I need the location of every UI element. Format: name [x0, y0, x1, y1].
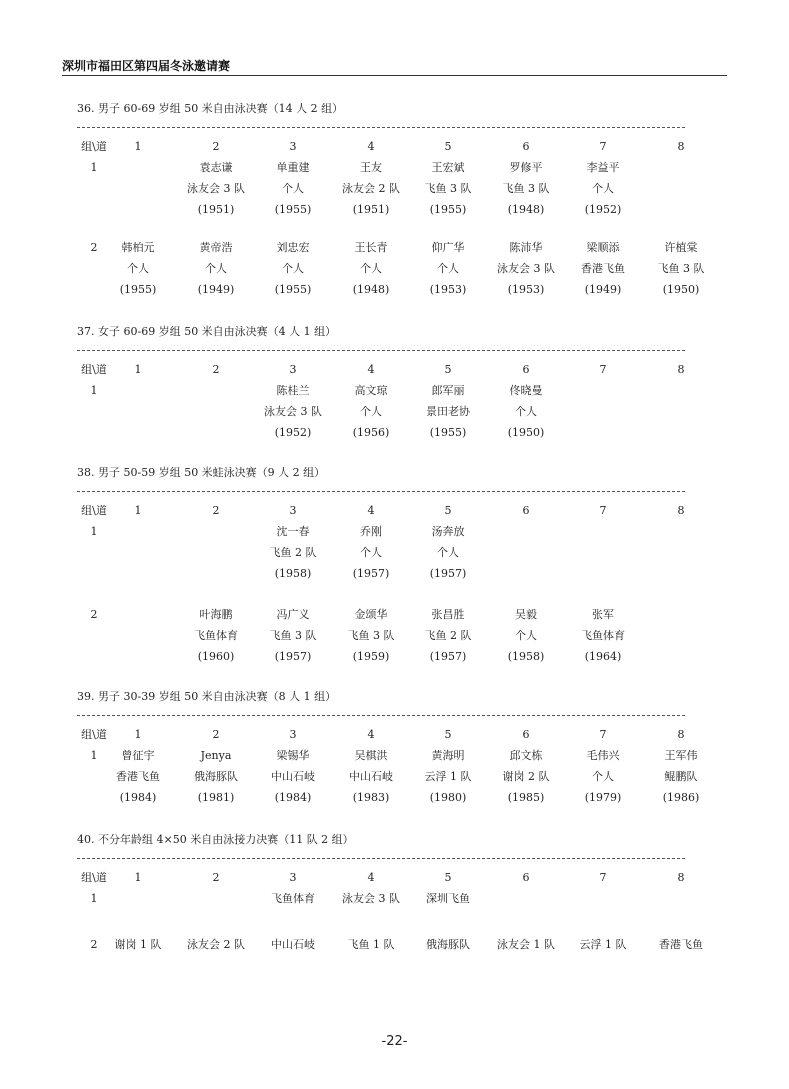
lane-number: 5: [444, 363, 452, 376]
lane-header-label: 组\道: [81, 140, 107, 153]
entry-team: 个人: [592, 770, 614, 783]
group-label: 1: [90, 384, 98, 397]
entry-team: 个人: [360, 262, 382, 275]
entry-name: 乔刚: [360, 525, 382, 538]
lane-number: 2: [212, 504, 220, 517]
entry-team: 飞鱼 2 队: [269, 546, 317, 559]
entry-team: 个人: [205, 262, 227, 275]
entry-team: 个人: [515, 405, 537, 418]
entry-year: (1979): [584, 791, 622, 804]
entry-team: 俄海豚队: [194, 770, 238, 783]
entry-year: (1964): [584, 650, 622, 663]
dashed-rule: [77, 127, 685, 128]
lane-number: 2: [212, 140, 220, 153]
entry-name: 飞鱼 1 队: [347, 938, 395, 951]
entry-team: 飞鱼 3 队: [347, 629, 395, 642]
entry-name: 俄海豚队: [426, 938, 470, 951]
entry-year: (1955): [119, 283, 157, 296]
entry-name: 泳友会 1 队: [497, 938, 555, 951]
entry-name: 梁顺添: [586, 241, 620, 254]
entry-year: (1984): [274, 791, 312, 804]
entry-year: (1953): [507, 283, 545, 296]
entry-year: (1951): [197, 203, 235, 216]
lane-number: 4: [367, 871, 375, 884]
lane-number: 3: [289, 504, 297, 517]
lane-number: 8: [677, 140, 685, 153]
lane-number: 3: [289, 871, 297, 884]
entry-team: 个人: [592, 182, 614, 195]
entry-year: (1959): [352, 650, 390, 663]
lane-number: 1: [134, 140, 142, 153]
event-title: 40. 不分年龄组 4×50 米自由泳接力决赛（11 队 2 组）: [77, 833, 354, 846]
lane-number: 4: [367, 728, 375, 741]
entry-name: 云浮 1 队: [579, 938, 627, 951]
event-title: 39. 男子 30-39 岁组 50 米自由泳决赛（8 人 1 组）: [77, 690, 337, 703]
entry-team: 个人: [437, 546, 459, 559]
entry-year: (1981): [197, 791, 235, 804]
lane-number: 1: [134, 504, 142, 517]
entry-name: 飞鱼体育: [271, 892, 315, 905]
entry-name: 黄海明: [431, 749, 465, 762]
entry-year: (1983): [352, 791, 390, 804]
lane-number: 5: [444, 871, 452, 884]
entry-year: (1948): [507, 203, 545, 216]
lane-number: 3: [289, 140, 297, 153]
entry-name: 毛伟兴: [586, 749, 620, 762]
entry-team: 个人: [437, 262, 459, 275]
lane-number: 5: [444, 504, 452, 517]
lane-number: 8: [677, 504, 685, 517]
lane-header-label: 组\道: [81, 504, 107, 517]
entry-year: (1955): [274, 283, 312, 296]
entry-name: 冯广义: [276, 608, 310, 621]
entry-team: 泳友会 2 队: [342, 182, 400, 195]
entry-name: 深圳飞鱼: [426, 892, 470, 905]
dashed-rule: [77, 491, 685, 492]
entry-name: 王友: [360, 161, 382, 174]
group-label: 2: [90, 608, 98, 621]
entry-year: (1957): [274, 650, 312, 663]
group-label: 2: [90, 241, 98, 254]
entry-name: 张军: [592, 608, 614, 621]
event-title: 38. 男子 50-59 岁组 50 米蛙泳决赛（9 人 2 组）: [77, 466, 326, 479]
entry-name: 泳友会 3 队: [342, 892, 400, 905]
entry-name: 佟晓曼: [509, 384, 543, 397]
dashed-rule: [77, 858, 685, 859]
lane-number: 7: [599, 363, 607, 376]
entry-team: 云浮 1 队: [424, 770, 472, 783]
lane-number: 8: [677, 871, 685, 884]
entry-name: 金颂华: [354, 608, 388, 621]
entry-year: (1957): [429, 650, 467, 663]
entry-name: 袁志谦: [199, 161, 233, 174]
entry-name: 王宏斌: [431, 161, 465, 174]
entry-team: 飞鱼 3 队: [502, 182, 550, 195]
entry-name: 邱文栋: [509, 749, 543, 762]
entry-name: 吴棋洪: [354, 749, 388, 762]
group-label: 2: [90, 938, 98, 951]
entry-team: 谢岗 2 队: [502, 770, 550, 783]
entry-team: 香港飞鱼: [581, 262, 625, 275]
lane-number: 7: [599, 728, 607, 741]
entry-year: (1957): [429, 567, 467, 580]
entry-name: 郎军丽: [431, 384, 465, 397]
entry-year: (1986): [662, 791, 700, 804]
entry-name: 谢岗 1 队: [114, 938, 162, 951]
entry-team: 飞鱼 3 队: [269, 629, 317, 642]
entry-year: (1958): [507, 650, 545, 663]
entry-team: 飞鱼 3 队: [424, 182, 472, 195]
entry-name: 高文琼: [354, 384, 388, 397]
entry-team: 飞鱼体育: [581, 629, 625, 642]
entry-name: 汤奔放: [431, 525, 465, 538]
entry-name: Jenya: [200, 749, 232, 762]
dashed-rule: [77, 715, 685, 716]
entry-name: 叶海鹏: [199, 608, 233, 621]
entry-team: 中山石岐: [349, 770, 393, 783]
entry-team: 飞鱼 3 队: [657, 262, 705, 275]
entry-team: 泳友会 3 队: [187, 182, 245, 195]
entry-team: 个人: [282, 182, 304, 195]
entry-team: 景田老协: [426, 405, 470, 418]
entry-name: 沈一春: [276, 525, 310, 538]
entry-name: 刘忠宏: [276, 241, 310, 254]
lane-number: 4: [367, 363, 375, 376]
lane-number: 4: [367, 140, 375, 153]
entry-team: 中山石岐: [271, 770, 315, 783]
entry-team: 泳友会 3 队: [264, 405, 322, 418]
entry-team: 泳友会 3 队: [497, 262, 555, 275]
lane-number: 8: [677, 363, 685, 376]
entry-name: 中山石岐: [271, 938, 315, 951]
lane-number: 6: [522, 140, 530, 153]
entry-year: (1952): [584, 203, 622, 216]
entry-team: 个人: [360, 546, 382, 559]
entry-year: (1951): [352, 203, 390, 216]
lane-number: 2: [212, 728, 220, 741]
header-rule: [62, 75, 727, 76]
entry-name: 吴毅: [515, 608, 537, 621]
lane-number: 1: [134, 728, 142, 741]
entry-year: (1984): [119, 791, 157, 804]
group-label: 1: [90, 161, 98, 174]
group-label: 1: [90, 892, 98, 905]
entry-year: (1949): [197, 283, 235, 296]
entry-name: 许植棠: [664, 241, 698, 254]
entry-team: 个人: [127, 262, 149, 275]
entry-name: 罗修平: [509, 161, 543, 174]
group-label: 1: [90, 525, 98, 538]
entry-year: (1955): [429, 426, 467, 439]
entry-year: (1949): [584, 283, 622, 296]
entry-year: (1985): [507, 791, 545, 804]
lane-number: 1: [134, 363, 142, 376]
lane-number: 7: [599, 140, 607, 153]
entry-team: 飞鱼体育: [194, 629, 238, 642]
entry-year: (1958): [274, 567, 312, 580]
event-title: 36. 男子 60-69 岁组 50 米自由泳决赛（14 人 2 组）: [77, 102, 344, 115]
entry-team: 个人: [360, 405, 382, 418]
entry-team: 个人: [515, 629, 537, 642]
lane-number: 6: [522, 504, 530, 517]
entry-name: 陈沛华: [509, 241, 543, 254]
lane-number: 2: [212, 363, 220, 376]
entry-year: (1955): [429, 203, 467, 216]
lane-number: 8: [677, 728, 685, 741]
entry-team: 香港飞鱼: [116, 770, 160, 783]
entry-year: (1950): [662, 283, 700, 296]
lane-header-label: 组\道: [81, 363, 107, 376]
entry-name: 单重建: [276, 161, 310, 174]
event-title: 37. 女子 60-69 岁组 50 米自由泳决赛（4 人 1 组）: [77, 325, 337, 338]
lane-number: 3: [289, 363, 297, 376]
lane-number: 7: [599, 871, 607, 884]
entry-year: (1980): [429, 791, 467, 804]
entry-team: 个人: [282, 262, 304, 275]
entry-name: 仰广华: [431, 241, 465, 254]
page-number: -22-: [381, 1034, 408, 1049]
entry-name: 李益平: [586, 161, 620, 174]
entry-name: 王军伟: [664, 749, 698, 762]
lane-number: 5: [444, 140, 452, 153]
lane-number: 2: [212, 871, 220, 884]
entry-name: 香港飞鱼: [659, 938, 703, 951]
entry-name: 张昌胜: [431, 608, 465, 621]
entry-year: (1960): [197, 650, 235, 663]
page-header: 深圳市福田区第四届冬泳邀请赛: [62, 59, 231, 73]
entry-year: (1955): [274, 203, 312, 216]
entry-team: 鲲鹏队: [664, 770, 698, 783]
group-label: 1: [90, 749, 98, 762]
lane-number: 6: [522, 363, 530, 376]
lane-header-label: 组\道: [81, 871, 107, 884]
dashed-rule: [77, 350, 685, 351]
entry-year: (1953): [429, 283, 467, 296]
lane-number: 1: [134, 871, 142, 884]
entry-name: 黄帝浩: [199, 241, 233, 254]
lane-number: 3: [289, 728, 297, 741]
lane-number: 7: [599, 504, 607, 517]
entry-year: (1950): [507, 426, 545, 439]
entry-name: 梁锡华: [276, 749, 310, 762]
entry-year: (1956): [352, 426, 390, 439]
lane-number: 6: [522, 728, 530, 741]
entry-name: 泳友会 2 队: [187, 938, 245, 951]
lane-header-label: 组\道: [81, 728, 107, 741]
entry-name: 陈桂兰: [276, 384, 310, 397]
entry-name: 王长青: [354, 241, 388, 254]
entry-name: 曾征宇: [121, 749, 155, 762]
entry-name: 韩柏元: [121, 241, 155, 254]
entry-team: 飞鱼 2 队: [424, 629, 472, 642]
lane-number: 6: [522, 871, 530, 884]
lane-number: 5: [444, 728, 452, 741]
entry-year: (1948): [352, 283, 390, 296]
entry-year: (1952): [274, 426, 312, 439]
entry-year: (1957): [352, 567, 390, 580]
lane-number: 4: [367, 504, 375, 517]
